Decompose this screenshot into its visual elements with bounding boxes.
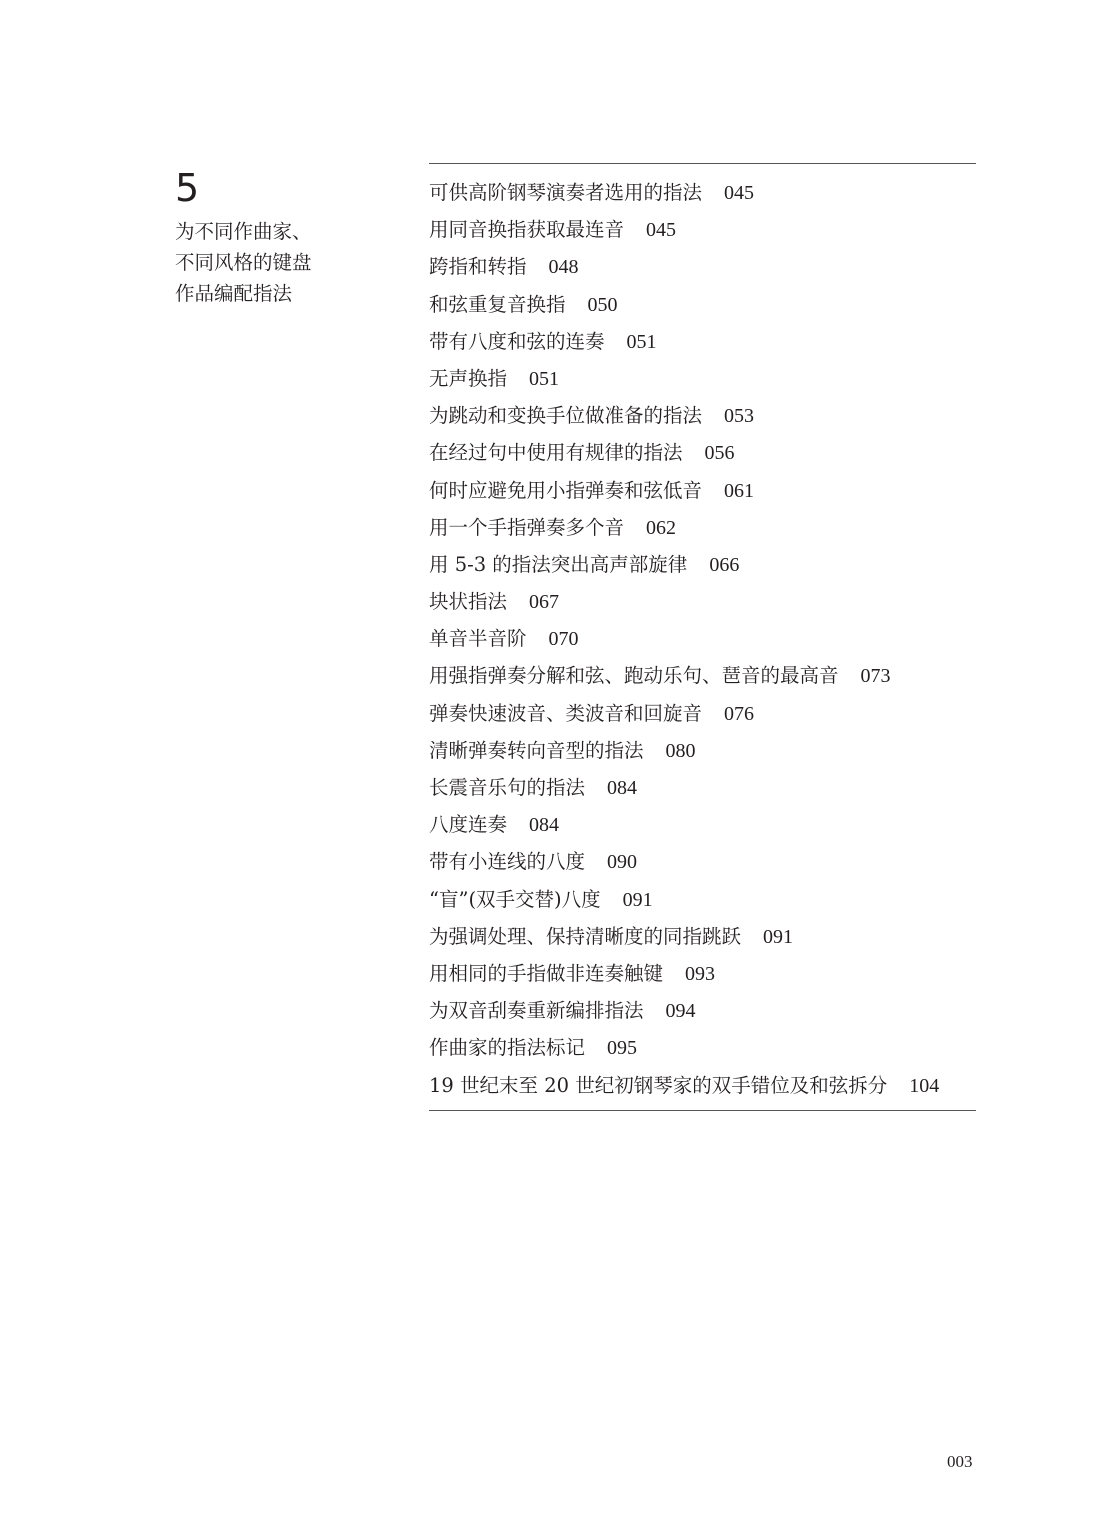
toc-entry-title: 无声换指	[429, 366, 508, 390]
toc-entry-page: 048	[548, 256, 579, 279]
toc-entry-page: 076	[724, 702, 755, 725]
toc-entry-page: 070	[548, 628, 579, 651]
toc-entry-page: 095	[607, 1037, 638, 1060]
toc-entry-title: 为强调处理、保持清晰度的同指跳跃	[429, 924, 742, 948]
toc-entry-page: 090	[607, 851, 638, 874]
toc-entry-title: 为双音刮奏重新编排指法	[429, 999, 644, 1023]
toc-entry[interactable]	[429, 1029, 976, 1066]
toc-list	[429, 174, 976, 1104]
toc-entry-title: 带有小连线的八度	[429, 850, 586, 874]
toc-entry-page: 073	[860, 665, 891, 688]
toc-entry[interactable]	[429, 174, 976, 211]
toc-entry-title: 弹奏快速波音、类波音和回旋音	[429, 701, 703, 725]
toc-entry-title: 用相同的手指做非连奏触键	[429, 961, 664, 985]
toc-entry-page: 093	[685, 962, 716, 985]
toc-entry-title: 跨指和转指	[429, 255, 527, 279]
chapter-heading	[175, 166, 375, 309]
toc-entry[interactable]	[429, 434, 976, 471]
toc-entry-page: 053	[724, 405, 755, 428]
toc-entry-page: 091	[622, 888, 653, 911]
chapter-number: 5	[175, 166, 200, 210]
toc-entry-page: 104	[909, 1074, 940, 1097]
toc-entry[interactable]	[429, 843, 976, 880]
toc-entry-title: 用 5-3 的指法突出高声部旋律	[429, 552, 688, 576]
toc-entry[interactable]	[429, 769, 976, 806]
toc-entry-page: 067	[529, 591, 560, 614]
toc-entry-page: 051	[626, 330, 657, 353]
toc-entry[interactable]	[429, 881, 976, 918]
toc-entry-title: 用一个手指弹奏多个音	[429, 515, 625, 539]
toc-entry-title: 单音半音阶	[429, 627, 527, 651]
toc-entry-title: 在经过句中使用有规律的指法	[429, 441, 683, 465]
toc-entry-title: 清晰弹奏转向音型的指法	[429, 738, 644, 762]
toc-entry-title: “盲”(双手交替)八度	[429, 887, 601, 911]
toc-entry-title: 块状指法	[429, 590, 508, 614]
toc-entry[interactable]	[429, 657, 976, 694]
toc-entry-page: 050	[587, 293, 618, 316]
toc-entry[interactable]	[429, 620, 976, 657]
toc-entry-page: 045	[646, 219, 677, 242]
toc-entry[interactable]	[429, 732, 976, 769]
toc-entry[interactable]	[429, 955, 976, 992]
toc-entry-title: 长震音乐句的指法	[429, 776, 586, 799]
toc-entry-title: 19 世纪末至 20 世纪初钢琴家的双手错位及和弦拆分	[429, 1073, 888, 1097]
toc-entry-title: 可供高阶钢琴演奏者选用的指法	[429, 181, 703, 204]
toc-entry-title: 和弦重复音换指	[429, 292, 566, 316]
toc-entry[interactable]	[429, 1067, 976, 1104]
toc-entry[interactable]	[429, 472, 976, 509]
toc-entry-page: 066	[709, 553, 740, 576]
toc-entry-page: 056	[704, 442, 735, 465]
toc-entry-title: 带有八度和弦的连奏	[429, 329, 605, 353]
toc-entry-page: 084	[607, 777, 638, 799]
toc-entry[interactable]	[429, 509, 976, 546]
toc-entry[interactable]	[429, 286, 976, 323]
toc-entry-title: 作曲家的指法标记	[429, 1036, 586, 1060]
toc-entry[interactable]	[429, 546, 976, 583]
toc-entry[interactable]	[429, 211, 976, 248]
toc-entry[interactable]	[429, 583, 976, 620]
page-number: 003	[947, 1452, 973, 1471]
toc-entry-page: 084	[529, 814, 560, 837]
toc-entry-title: 用同音换指获取最连音	[429, 218, 625, 242]
chapter-title: 为不同作曲家、 不同风格的键盘 作品编配指法	[175, 220, 312, 305]
toc-entry[interactable]	[429, 360, 976, 397]
toc-entry[interactable]	[429, 918, 976, 955]
toc-entry[interactable]	[429, 323, 976, 360]
toc-entry-page: 094	[665, 1000, 696, 1023]
toc-entry[interactable]	[429, 806, 976, 843]
toc-entry[interactable]	[429, 992, 976, 1029]
toc-entry-page: 061	[724, 479, 755, 502]
toc-entry-page: 080	[665, 739, 696, 762]
toc-entry-title: 八度连奏	[429, 813, 508, 837]
toc-entry-page: 045	[724, 182, 755, 204]
toc-entry-title: 为跳动和变换手位做准备的指法	[429, 404, 703, 428]
toc-entry-title: 用强指弹奏分解和弦、跑动乐句、琶音的最高音	[429, 664, 839, 688]
table-of-contents	[429, 163, 976, 1111]
toc-entry-page: 051	[529, 367, 560, 390]
toc-entry-page: 062	[646, 516, 677, 539]
toc-entry[interactable]	[429, 248, 976, 285]
toc-entry-page: 091	[763, 925, 794, 948]
toc-entry-title: 何时应避免用小指弹奏和弦低音	[429, 478, 703, 502]
toc-entry[interactable]	[429, 397, 976, 434]
toc-entry[interactable]	[429, 695, 976, 732]
